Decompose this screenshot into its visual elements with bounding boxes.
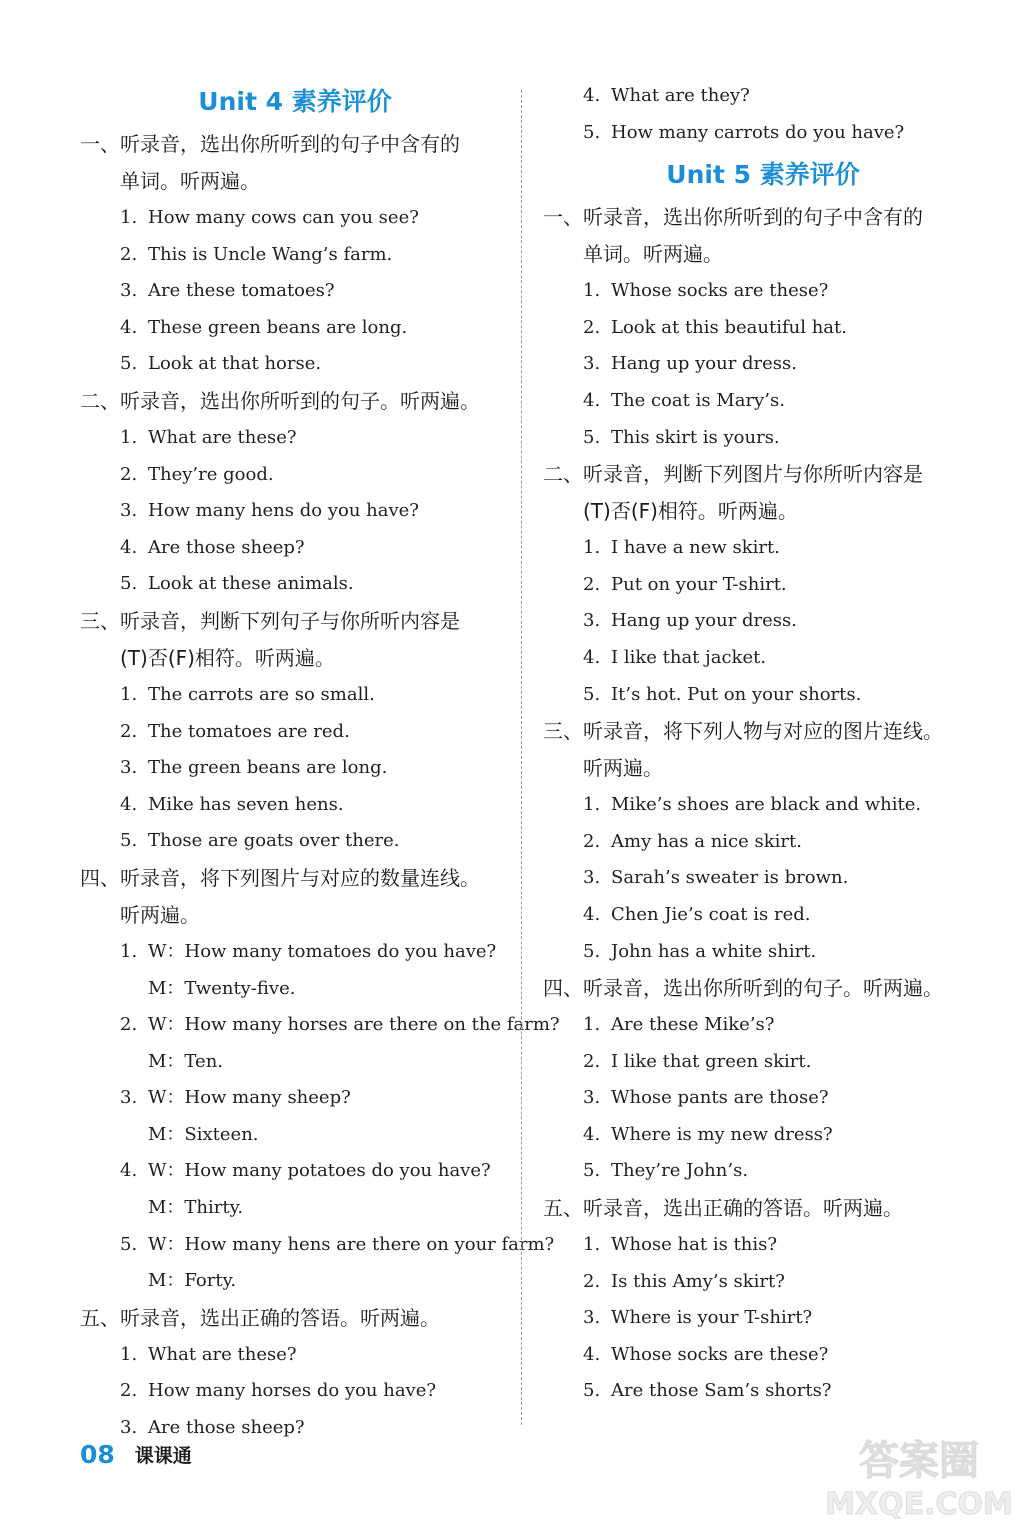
- list-item: 3. Are these tomatoes?: [120, 280, 335, 302]
- section-title: 一、听录音，选出你所听到的句子中含有的 单词。听两遍。: [80, 132, 460, 193]
- u4-section-4: [80, 860, 560, 1300]
- brand-name: 课课通: [134, 1445, 192, 1467]
- list-item: 5. Those are goats over there.: [120, 830, 400, 852]
- list-item: 5. They’re John’s.: [583, 1160, 749, 1182]
- dialog-w-line: 1. W：How many tomatoes do you have?: [120, 940, 497, 962]
- u5-section-3: [543, 713, 983, 970]
- list-item: 1. How many cows can you see?: [120, 207, 419, 228]
- u4-section-1: [80, 126, 510, 383]
- watermark-text-top: 答案圈: [859, 1438, 979, 1484]
- section-title: 五、听录音，选出正确的答语。听两遍。: [543, 1196, 903, 1221]
- right-column: [543, 78, 983, 1410]
- list-item: 3. Whose pants are those?: [583, 1087, 829, 1109]
- section-title: 二、听录音，选出你所听到的句子。听两遍。: [80, 388, 480, 413]
- list-item: 2. Look at this beautiful hat.: [583, 316, 847, 338]
- u5-section-2: [543, 456, 983, 713]
- list-item: 1. Whose socks are these?: [583, 280, 829, 302]
- dialog-m-line: M：Ten.: [148, 1050, 224, 1072]
- dialog-w-line: 5. W：How many hens are there on your farm?: [120, 1233, 555, 1255]
- list-item: 3. Hang up your dress.: [583, 610, 798, 632]
- list-item: 3. Hang up your dress.: [583, 353, 798, 375]
- section-title: 三、听录音，将下列人物与对应的图片连线。 听两遍。: [543, 719, 943, 781]
- dialog-w-line: 2. W：How many horses are there on the farm?: [120, 1014, 560, 1036]
- list-item: 5. John has a white shirt.: [583, 940, 817, 962]
- list-item: 2. The tomatoes are red.: [120, 720, 350, 742]
- section-title: 四、听录音，选出你所听到的句子。听两遍。: [543, 976, 943, 1001]
- list-item: 2. I like that green skirt.: [583, 1050, 812, 1072]
- list-item: 3. The green beans are long.: [120, 757, 388, 779]
- section-title: 三、听录音，判断下列句子与你所听内容是 (T)否(F)相符。听两遍。: [80, 608, 460, 670]
- list-item: 3. Are those sheep?: [120, 1417, 305, 1439]
- list-item: 4. These green beans are long.: [120, 316, 408, 338]
- section-title: 二、听录音，判断下列图片与你所听内容是 (T)否(F)相符。听两遍。: [543, 462, 923, 524]
- list-item: 1. Are these Mike’s?: [583, 1014, 775, 1036]
- u5-section-5: [543, 1190, 983, 1410]
- u4-section-5: [80, 1300, 510, 1447]
- dialog-w-line: 4. W：How many potatoes do you have?: [120, 1160, 491, 1182]
- list-item: 5. How many carrots do you have?: [583, 121, 905, 143]
- list-item: 4. The coat is Mary’s.: [583, 389, 785, 411]
- unit-5-title: Unit 5 素养评价: [666, 160, 860, 190]
- watermark-text-bottom: MXQE.COM: [825, 1487, 1013, 1522]
- dialog-m-line: M：Twenty-five.: [148, 977, 296, 999]
- list-item: 2. How many horses do you have?: [120, 1380, 437, 1402]
- list-item: 4. What are they?: [583, 85, 750, 106]
- dialog-m-line: M：Forty.: [148, 1270, 237, 1292]
- list-item: 5. This skirt is yours.: [583, 426, 780, 448]
- list-item: 4. Are those sheep?: [120, 536, 305, 558]
- list-item: 2. Amy has a nice skirt.: [583, 830, 802, 852]
- watermark-logo: [824, 1426, 1014, 1526]
- list-item: 1. What are these?: [120, 1343, 297, 1365]
- list-item: 3. How many hens do you have?: [120, 500, 419, 522]
- dialog-m-line: M：Sixteen.: [148, 1123, 259, 1145]
- section-title: 五、听录音，选出正确的答语。听两遍。: [80, 1305, 440, 1330]
- unit-4-title: Unit 4 素养评价: [198, 87, 392, 116]
- list-item: 5. It’s hot. Put on your shorts.: [583, 683, 862, 705]
- list-item: 1. Mike’s shoes are black and white.: [583, 794, 922, 816]
- list-item: 1. Whose hat is this?: [583, 1234, 778, 1256]
- list-item: 4. Mike has seven hens.: [120, 793, 344, 815]
- list-item: 1. What are these?: [120, 426, 297, 448]
- list-item: 1. The carrots are so small.: [120, 683, 375, 705]
- dialog-m-line: M：Thirty.: [148, 1197, 244, 1219]
- section-title: 一、听录音，选出你所听到的句子中含有的 单词。听两遍。: [543, 205, 923, 267]
- list-item: 2. Is this Amy’s skirt?: [583, 1270, 785, 1292]
- list-item: 2. Put on your T-shirt.: [583, 573, 787, 595]
- u5-section-4: [543, 970, 983, 1190]
- page-number: 08: [80, 1440, 115, 1469]
- left-column: [80, 78, 560, 1447]
- list-item: 5. Look at these animals.: [120, 573, 354, 595]
- list-item: 3. Where is your T-shirt?: [583, 1307, 813, 1329]
- list-item: 4. Chen Jie’s coat is red.: [583, 903, 811, 925]
- section-title: 四、听录音，将下列图片与对应的数量连线。 听两遍。: [80, 865, 480, 927]
- u5-section-1: [543, 199, 983, 456]
- list-item: 5. Are those Sam’s shorts?: [583, 1380, 832, 1402]
- dialog-w-line: 3. W：How many sheep?: [120, 1087, 351, 1109]
- u4-section-2: [80, 383, 510, 603]
- column-divider: [521, 90, 522, 1425]
- list-item: 5. Look at that horse.: [120, 353, 322, 375]
- list-item: 4. I like that jacket.: [583, 646, 767, 668]
- list-item: 2. They’re good.: [120, 463, 274, 485]
- list-item: 3. Sarah’s sweater is brown.: [583, 867, 849, 889]
- list-item: 4. Where is my new dress?: [583, 1123, 833, 1145]
- list-item: 4. Whose socks are these?: [583, 1343, 829, 1365]
- page-footer: [80, 1440, 192, 1469]
- list-item: 1. I have a new skirt.: [583, 537, 780, 559]
- u4-section-3: [80, 603, 510, 860]
- list-item: 2. This is Uncle Wang’s farm.: [120, 243, 393, 265]
